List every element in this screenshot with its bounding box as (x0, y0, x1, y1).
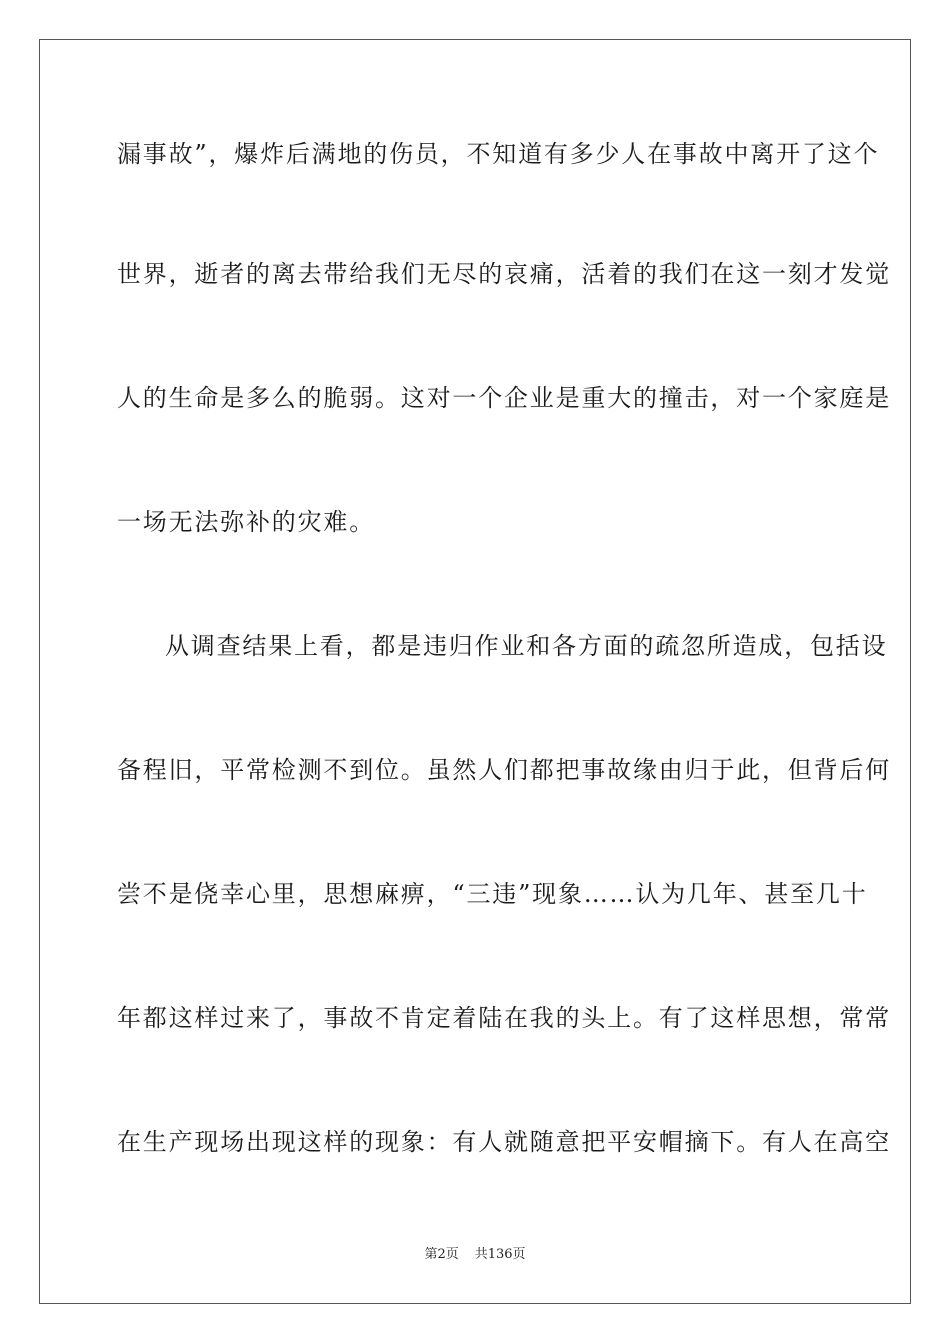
text-line: 年都这样过来了，事故不肯定着陆在我的头上。有了这样思想，常常 (117, 1004, 891, 1032)
page-frame (39, 39, 911, 1304)
page-number: 第2页 (424, 1247, 459, 1262)
text-line: 世界，逝者的离去带给我们无尽的哀痛，活着的我们在这一刻才发觉 (117, 260, 891, 288)
text-line: 一场无法弥补的灾难。 (117, 508, 375, 536)
text-line: 人的生命是多么的脆弱。这对一个企业是重大的撞击，对一个家庭是 (117, 384, 891, 412)
text-line: 备程旧，平常检测不到位。虽然人们都把事故缘由归于此，但背后何 (117, 756, 891, 784)
paragraph-first-line: 从调查结果上看，都是违归作业和各方面的疏忽所造成，包括设 (165, 632, 888, 660)
page-total: 共136页 (474, 1247, 526, 1262)
page-footer (0, 1247, 950, 1263)
text-line: 在生产现场出现这样的现象：有人就随意把平安帽摘下。有人在高空 (117, 1128, 891, 1156)
text-line: 漏事故”，爆炸后满地的伤员，不知道有多少人在事故中离开了这个 (117, 140, 880, 168)
text-line: 尝不是侥幸心里，思想麻痹，“三违”现象……认为几年、甚至几十 (117, 880, 868, 908)
